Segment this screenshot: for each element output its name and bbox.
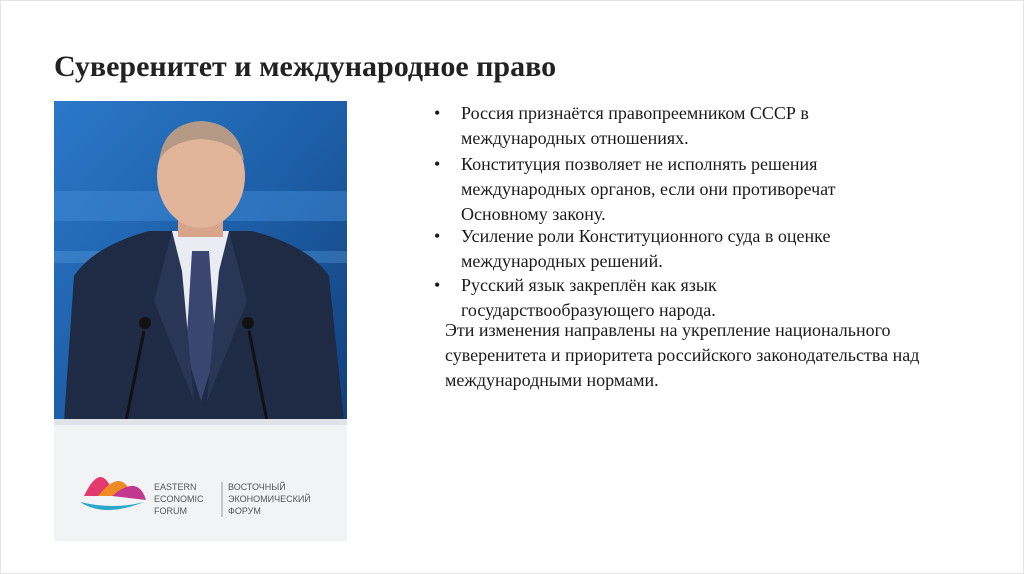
speaker-illustration	[54, 101, 347, 541]
bullet-text: Русский язык закреплён как язык государствообразующего народа.	[461, 275, 717, 320]
speaker-photo	[54, 101, 347, 541]
bullet-icon: •	[434, 103, 441, 123]
summary-text: Эти изменения направлены на укрепление национального суверенитета и приоритета российского законодательства над международными нормами.	[445, 320, 920, 390]
bullet-item	[434, 152, 914, 227]
bullet-list	[434, 101, 914, 324]
logo-en-line-1: EASTERN	[154, 482, 197, 492]
logo-en-line-2: ECONOMIC	[154, 494, 204, 504]
bullet-text: Усиление роли Конституционного суда в оценке международных решений.	[461, 226, 831, 271]
bullet-icon: •	[434, 226, 441, 246]
logo-ru-line-2: ЭКОНОМИЧЕСКИЙ	[228, 494, 311, 504]
slide-title: Суверенитет и международное право	[54, 50, 557, 83]
bullet-text: Россия признаётся правопреемником СССР в международных отношениях.	[461, 103, 809, 148]
bullet-item	[434, 101, 914, 151]
bullet-text: Конституция позволяет не исполнять решения международных органов, если они противоречат Основному закону.	[461, 154, 836, 224]
bullet-item	[434, 224, 914, 274]
logo-en-line-3: FORUM	[154, 506, 187, 516]
bullet-icon: •	[434, 275, 441, 295]
logo-ru-line-1: ВОСТОЧНЫЙ	[228, 482, 286, 492]
logo-ru-line-3: ФОРУМ	[228, 506, 261, 516]
bullet-icon: •	[434, 154, 441, 174]
bullet-item	[434, 273, 914, 323]
